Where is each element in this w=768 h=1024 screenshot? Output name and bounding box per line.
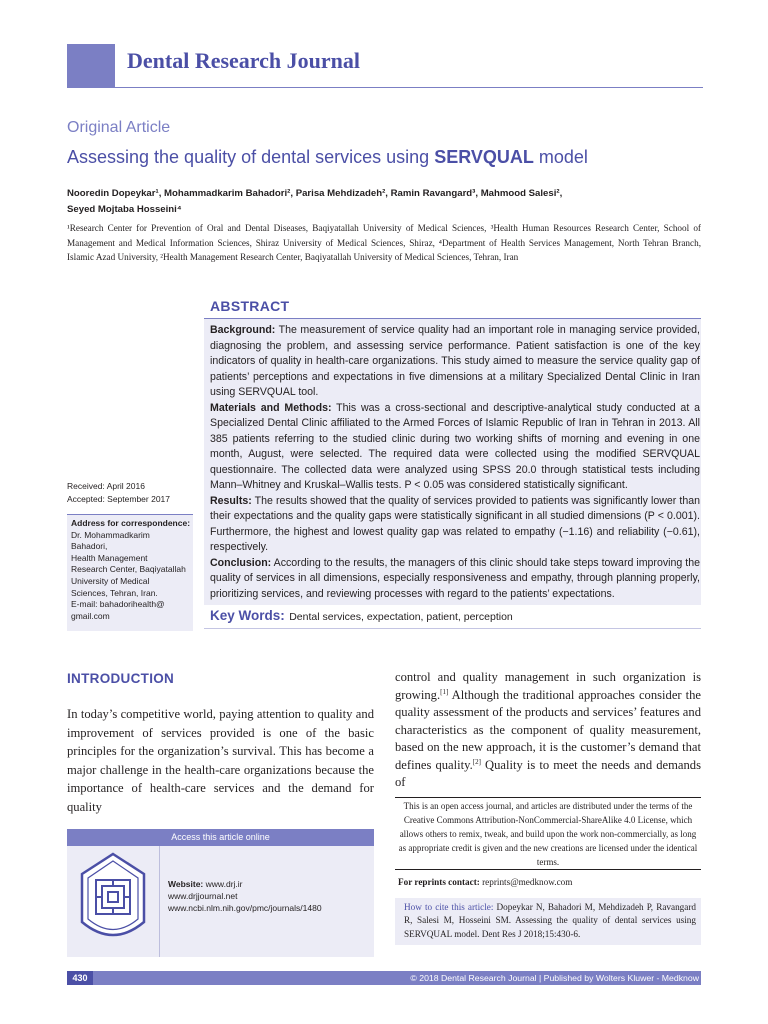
- title-part: Assessing the quality of dental services using: [67, 147, 435, 167]
- journal-color-block: [67, 44, 115, 88]
- author-line: Nooredin Dopeykar¹, Mohammadkarim Bahadori², Parisa Mehdizadeh², Ramin Ravangard³, Mahmood Salesi²,: [67, 188, 563, 199]
- intro-text: Although the traditional approaches consider the quality assessment of the products and services’ features and characteristics as the component of quality measurement, based on the new approach, it is the customer’s demand that defines quality.: [395, 687, 701, 772]
- abstract-methods: [210, 401, 700, 494]
- article-title: [67, 147, 588, 168]
- author-line: Seyed Mojtaba Hosseini⁴: [67, 204, 182, 215]
- reprints-email[interactable]: reprints@medknow.com: [482, 877, 573, 887]
- header-divider: [115, 87, 703, 88]
- citation-label: How to cite this article:: [404, 902, 494, 912]
- section-text: This was a cross-sectional and descriptive-analytical study conducted at a Specialized Dental Clinic affiliated to the Armed Forces of Islamic Republic of Iran in Tehran in 2013. All 385 patients referring to the studied clinic during two working shifts of morning and evening in one month, August, were selected. The required data were collected using the modified SERVQUAL questionnaire. The collected data were analyzed using SPSS 20.0 through statistical tests including Mann–Whitney and Kruskal–Wallis tests. P < 0.05 was considered statistically significant.: [210, 401, 700, 491]
- abstract-divider: [204, 318, 701, 319]
- abstract-heading: ABSTRACT: [210, 298, 290, 314]
- correspondence-line: Bahadori,: [71, 541, 108, 552]
- keywords-label: Key Words:: [210, 608, 285, 623]
- article-type: Original Article: [67, 119, 171, 136]
- reprints-contact: [398, 877, 572, 887]
- abstract-background: [210, 323, 700, 401]
- intro-column-right: [395, 669, 701, 792]
- section-text: The measurement of service quality had an important role in managing service provided, diagnosing the problem, and assessing service performance. Patient satisfaction is one of the key indicators of quality in health-care organizations. This study aimed to measure the service quality gap of patients’ perceptions and expectations in five dimensions at a military Specialized Dental Clinic in Iran using SERVQUAL tool.: [210, 324, 700, 398]
- journal-logo-icon: [78, 852, 148, 955]
- keywords-value: Dental services, expectation, patient, perception: [289, 611, 513, 623]
- correspondence-line: Health Management: [71, 552, 148, 563]
- citation-ref[interactable]: [2]: [472, 757, 481, 766]
- intro-text: Quality is to meet the needs and demands of: [395, 757, 701, 789]
- abstract-results: [210, 494, 700, 556]
- journal-link[interactable]: www.drjjournal.net: [168, 891, 238, 902]
- correspondence-line: Sciences, Tehran, Iran.: [71, 587, 158, 598]
- author-list: [67, 186, 707, 218]
- citation-body: Dopeykar N, Bahadori M, Mehdizadeh P, Ravangard R, Salesi M, Hosseini SM. Assessing the quality of dental services using SERVQUAL model. Dent Res J 2018;15:430-6.: [404, 902, 696, 939]
- license-divider: [395, 797, 701, 798]
- citation-ref[interactable]: [1]: [440, 687, 449, 696]
- intro-column-left: In today’s competitive world, paying attention to quality and improvement of services provided is one of the basic principles for the organization’s survival. This has become a major challenge in the health-care organizations because the importance of health-care services and the demand for quality: [67, 707, 374, 814]
- reprints-label: For reprints contact:: [398, 877, 480, 887]
- page-number: 430: [67, 971, 93, 985]
- introduction-heading: INTRODUCTION: [67, 671, 175, 686]
- footer-copyright: © 2018 Dental Research Journal | Published by Wolters Kluwer - Medknow: [410, 973, 699, 983]
- license-divider: [395, 869, 701, 870]
- access-links: [168, 878, 322, 915]
- correspondence-line: University of Medical: [71, 575, 150, 586]
- correspondence-email: E-mail: bahadorihealth@: [71, 599, 165, 610]
- intro-text: control and quality management in such organization is growing.: [395, 670, 701, 702]
- section-label: Conclusion:: [210, 556, 272, 569]
- correspondence-address: [71, 518, 195, 622]
- correspondence-email: gmail.com: [71, 610, 110, 621]
- title-part: model: [533, 147, 588, 167]
- section-text: The results showed that the quality of services provided to patients was significantly lower than their expectations and the quality gaps were statistically significant in all studied dimensions (P < 0.001). Furthermore, the highest and lowest quality gap was related to empathy (−1.16) and reliability (−0.61), respectively.: [210, 494, 700, 553]
- correspondence-line: Research Center, Baqiyatallah: [71, 564, 186, 575]
- section-text: According to the results, the managers of this clinic should take steps toward improving the quality of services in all dimensions, especially responsiveness and empathy, through planning properly, prioritizing services, and reviewing processes with regard to the patients’ expectations.: [210, 556, 700, 600]
- section-label: Background:: [210, 324, 276, 336]
- section-label: Materials and Methods:: [210, 401, 332, 414]
- website-row: [168, 878, 322, 890]
- website-link[interactable]: www.drj.ir: [205, 879, 243, 889]
- access-header: Access this article online: [67, 829, 374, 846]
- abstract-body: [210, 323, 700, 602]
- keywords: [210, 607, 513, 625]
- keywords-divider: [204, 628, 701, 629]
- website-label: Website:: [168, 879, 204, 889]
- affiliations: ¹Research Center for Prevention of Oral and Dental Diseases, Baqiyatallah University of Medical Sciences, ³Health Human Resources Research Center, School of Management and Medical Information Sciences, Shiraz University of Medical Sciences, Shiraz, ⁴Department of Health Services Management, North Tehran Branch, Islamic Azad University, ²Health Management Research Center, Baqiyatallah University of Medical Sciences, Tehran, Iran: [67, 223, 701, 263]
- access-divider: [159, 846, 160, 957]
- received-date: Received: April 2016: [67, 481, 145, 491]
- accepted-date: Accepted: September 2017: [67, 494, 171, 504]
- correspondence-line: Dr. Mohammadkarim: [71, 529, 150, 540]
- journal-title: Dental Research Journal: [127, 48, 361, 73]
- citation-text: [404, 901, 696, 941]
- section-label: Results:: [210, 494, 252, 507]
- abstract-conclusion: [210, 556, 700, 603]
- title-part-bold: SERVQUAL: [434, 147, 534, 167]
- pmc-link[interactable]: www.ncbi.nlm.nih.gov/pmc/journals/1480: [168, 903, 322, 914]
- license-notice: This is an open access journal, and articles are distributed under the terms of the Creative Commons Attribution-NonCommercial-ShareAlike 4.0 License, which allows others to remix, tweak, and build upon the work non-commercially, as long as appropriate credit is given and the new creations are licensed under the identical terms.: [398, 801, 698, 867]
- correspondence-heading: Address for correspondence:: [71, 518, 191, 528]
